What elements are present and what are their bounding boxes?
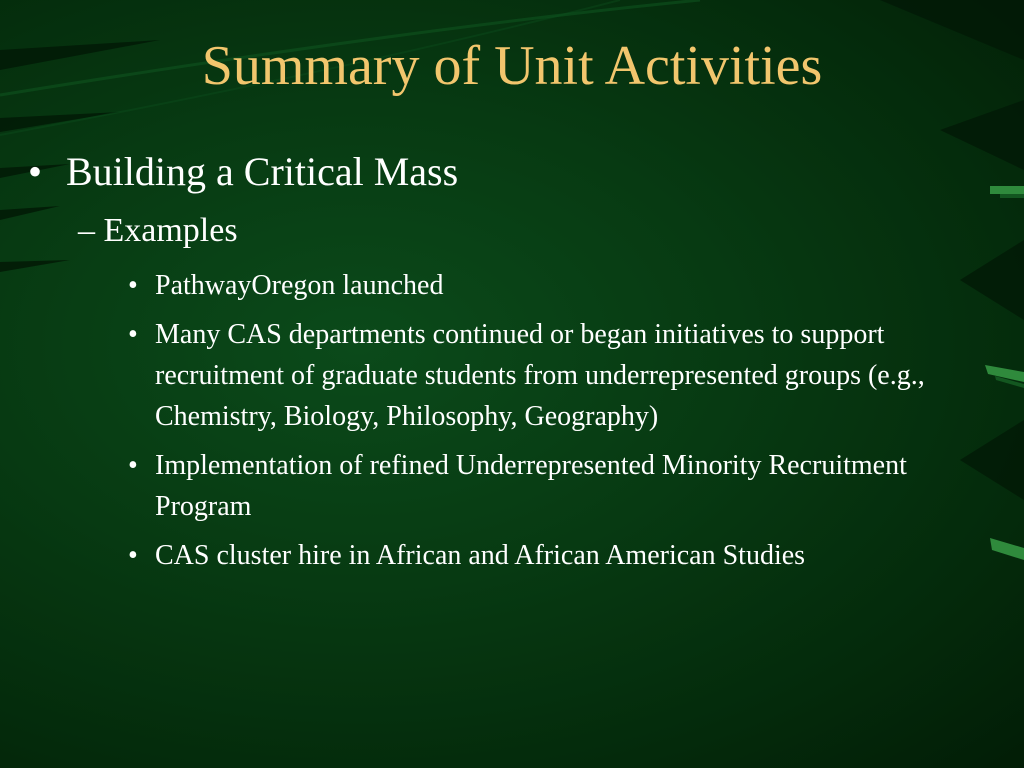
list-item [128, 265, 968, 306]
list-item [128, 535, 968, 576]
list-item [128, 445, 968, 527]
list-item-text: CAS cluster hire in African and African American Studies [155, 540, 806, 571]
list-item [128, 314, 968, 437]
slide-title: Summary of Unit Activities [201, 35, 823, 97]
bullet-level-2 [78, 211, 238, 251]
bullet-icon: • [128, 270, 138, 301]
list-item-text: PathwayOregon launched [155, 270, 444, 301]
list-item-text: Many CAS departments continued or began initiatives to support recruitment of graduate students from underrepresented groups (e.g., Chemistry, Biology, Philosophy, Geography) [155, 319, 925, 432]
example-list [128, 265, 968, 584]
bullet-icon: • [128, 540, 138, 571]
bullet-icon: • [28, 149, 43, 194]
bullet-icon: • [128, 319, 138, 350]
bullet-icon: • [128, 450, 138, 481]
bullet-level-2-text: Examples [103, 212, 238, 249]
bullet-level-1-text: Building a Critical Mass [66, 149, 459, 194]
list-item-text: Implementation of refined Underrepresented Minority Recruitment Program [155, 450, 907, 522]
bullet-level-1 [28, 149, 458, 195]
dash-icon: – [78, 212, 95, 249]
